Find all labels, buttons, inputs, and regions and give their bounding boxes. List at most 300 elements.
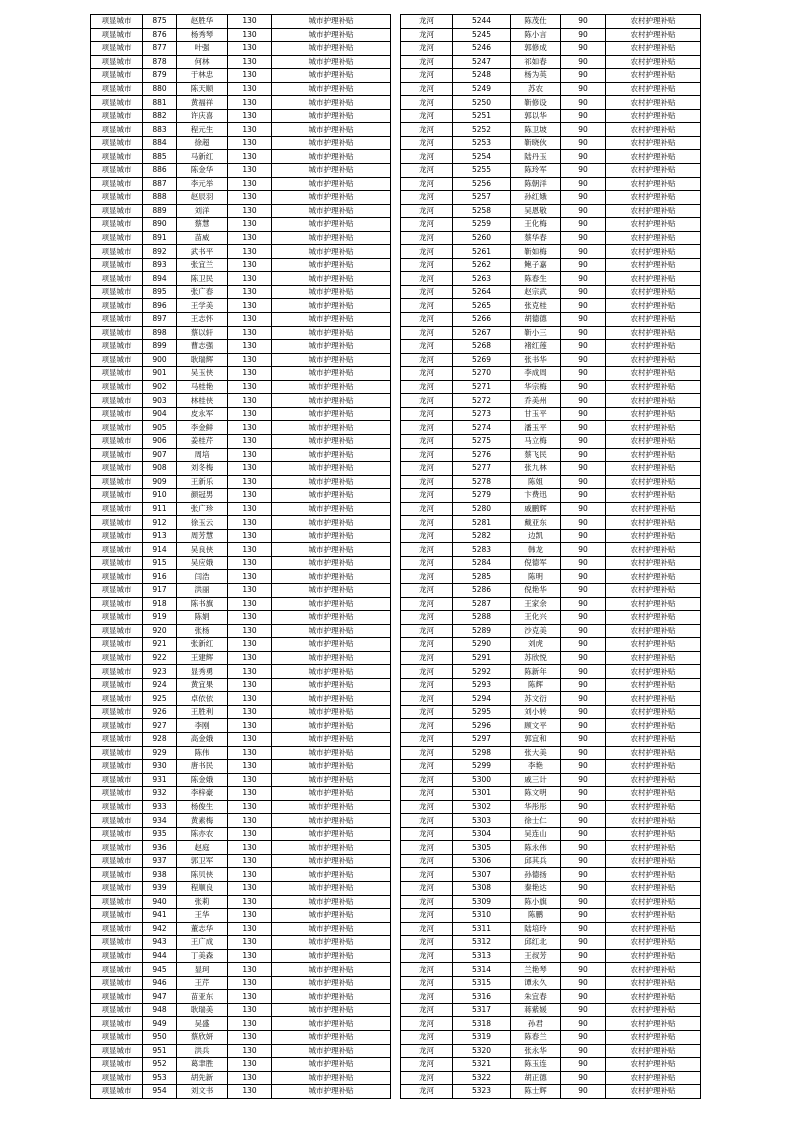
name-cell: 兰艳琴: [511, 963, 561, 977]
region-cell: 项显城市: [91, 150, 143, 164]
id-cell: 949: [143, 1017, 177, 1031]
region-cell: 项显城市: [91, 177, 143, 191]
amount-cell: 130: [228, 82, 272, 96]
subsidy-type-cell: 城市护理补贴: [272, 421, 391, 435]
table-row: [91, 1017, 391, 1031]
name-cell: 杨为英: [511, 69, 561, 83]
amount-cell: 130: [228, 245, 272, 259]
table-row: [401, 963, 701, 977]
id-cell: 927: [143, 719, 177, 733]
id-cell: 5307: [453, 868, 511, 882]
subsidy-type-cell: 农村护理补贴: [606, 516, 701, 530]
name-cell: 华宗梅: [511, 380, 561, 394]
name-cell: 倪艳华: [511, 583, 561, 597]
amount-cell: 130: [228, 55, 272, 69]
name-cell: 陈玲军: [511, 164, 561, 178]
region-cell: 项显城市: [91, 597, 143, 611]
table-row: [401, 340, 701, 354]
region-cell: 龙河: [401, 936, 453, 950]
subsidy-type-cell: 农村护理补贴: [606, 665, 701, 679]
id-cell: 5258: [453, 204, 511, 218]
subsidy-type-cell: 农村护理补贴: [606, 692, 701, 706]
id-cell: 5316: [453, 990, 511, 1004]
subsidy-type-cell: 城市护理补贴: [272, 394, 391, 408]
subsidy-type-cell: 城市护理补贴: [272, 705, 391, 719]
region-cell: 项显城市: [91, 96, 143, 110]
subsidy-type-cell: 城市护理补贴: [272, 150, 391, 164]
amount-cell: 90: [561, 719, 606, 733]
region-cell: 龙河: [401, 231, 453, 245]
table-row: [401, 502, 701, 516]
table-row: [91, 529, 391, 543]
amount-cell: 90: [561, 204, 606, 218]
id-cell: 934: [143, 814, 177, 828]
region-cell: 龙河: [401, 868, 453, 882]
region-cell: 项显城市: [91, 123, 143, 137]
name-cell: 蔡华春: [511, 231, 561, 245]
subsidy-type-cell: 农村护理补贴: [606, 353, 701, 367]
table-row: [91, 611, 391, 625]
name-cell: 张九林: [511, 462, 561, 476]
region-cell: 龙河: [401, 1071, 453, 1085]
amount-cell: 90: [561, 475, 606, 489]
id-cell: 910: [143, 489, 177, 503]
id-cell: 5279: [453, 489, 511, 503]
table-row: [401, 15, 701, 29]
region-cell: 项显城市: [91, 489, 143, 503]
id-cell: 942: [143, 922, 177, 936]
subsidy-type-cell: 城市护理补贴: [272, 543, 391, 557]
subsidy-type-cell: 农村护理补贴: [606, 543, 701, 557]
name-cell: 王学美: [177, 299, 228, 313]
subsidy-type-cell: 城市护理补贴: [272, 1044, 391, 1058]
id-cell: 899: [143, 340, 177, 354]
region-cell: 项显城市: [91, 543, 143, 557]
region-cell: 项显城市: [91, 367, 143, 381]
subsidy-type-cell: 城市护理补贴: [272, 746, 391, 760]
amount-cell: 130: [228, 678, 272, 692]
id-cell: 946: [143, 976, 177, 990]
id-cell: 5295: [453, 705, 511, 719]
region-cell: 龙河: [401, 773, 453, 787]
region-cell: 项显城市: [91, 82, 143, 96]
table-row: [401, 204, 701, 218]
subsidy-type-cell: 农村护理补贴: [606, 597, 701, 611]
name-cell: 郭以华: [511, 109, 561, 123]
amount-cell: 90: [561, 326, 606, 340]
name-cell: 祁如春: [511, 55, 561, 69]
id-cell: 894: [143, 272, 177, 286]
name-cell: 靳小三: [511, 326, 561, 340]
amount-cell: 90: [561, 976, 606, 990]
id-cell: 5274: [453, 421, 511, 435]
table-row: [401, 1031, 701, 1045]
amount-cell: 130: [228, 313, 272, 327]
amount-cell: 130: [228, 556, 272, 570]
amount-cell: 130: [228, 651, 272, 665]
subsidy-type-cell: 农村护理补贴: [606, 624, 701, 638]
subsidy-type-cell: 城市护理补贴: [272, 936, 391, 950]
subsidy-type-cell: 农村护理补贴: [606, 434, 701, 448]
id-cell: 889: [143, 204, 177, 218]
id-cell: 5262: [453, 258, 511, 272]
amount-cell: 90: [561, 28, 606, 42]
name-cell: 蔡欣妍: [177, 1031, 228, 1045]
amount-cell: 130: [228, 854, 272, 868]
id-cell: 895: [143, 285, 177, 299]
name-cell: 徐玉云: [177, 516, 228, 530]
table-row: [91, 787, 391, 801]
id-cell: 938: [143, 868, 177, 882]
name-cell: 王新乐: [177, 475, 228, 489]
name-cell: 顾文平: [511, 719, 561, 733]
name-cell: 张大美: [511, 746, 561, 760]
amount-cell: 90: [561, 164, 606, 178]
amount-cell: 130: [228, 1058, 272, 1072]
subsidy-type-cell: 农村护理补贴: [606, 313, 701, 327]
table-row: [91, 746, 391, 760]
name-cell: 陈小言: [511, 28, 561, 42]
id-cell: 5310: [453, 909, 511, 923]
table-row: [91, 570, 391, 584]
subsidy-type-cell: 农村护理补贴: [606, 787, 701, 801]
region-cell: 龙河: [401, 895, 453, 909]
amount-cell: 90: [561, 854, 606, 868]
subsidy-type-cell: 农村护理补贴: [606, 1044, 701, 1058]
id-cell: 5281: [453, 516, 511, 530]
subsidy-type-cell: 城市护理补贴: [272, 976, 391, 990]
table-row: [91, 245, 391, 259]
amount-cell: 90: [561, 732, 606, 746]
name-cell: 高金娥: [177, 732, 228, 746]
subsidy-type-cell: 农村护理补贴: [606, 231, 701, 245]
table-row: [91, 299, 391, 313]
subsidy-type-cell: 城市护理补贴: [272, 15, 391, 29]
amount-cell: 90: [561, 136, 606, 150]
name-cell: 陈春兰: [511, 1031, 561, 1045]
subsidy-type-cell: 农村护理补贴: [606, 177, 701, 191]
amount-cell: 90: [561, 272, 606, 286]
subsidy-type-cell: 农村护理补贴: [606, 1017, 701, 1031]
region-cell: 项显城市: [91, 990, 143, 1004]
region-cell: 龙河: [401, 976, 453, 990]
id-cell: 913: [143, 529, 177, 543]
id-cell: 954: [143, 1085, 177, 1099]
id-cell: 878: [143, 55, 177, 69]
table-row: [91, 191, 391, 205]
subsidy-type-cell: 城市护理补贴: [272, 800, 391, 814]
name-cell: 程顺良: [177, 882, 228, 896]
table-row: [401, 800, 701, 814]
table-row: [401, 231, 701, 245]
name-cell: 韩龙: [511, 543, 561, 557]
subsidy-type-cell: 农村护理补贴: [606, 123, 701, 137]
id-cell: 939: [143, 882, 177, 896]
amount-cell: 130: [228, 299, 272, 313]
table-row: [401, 191, 701, 205]
table-row: [91, 285, 391, 299]
amount-cell: 130: [228, 976, 272, 990]
id-cell: 5294: [453, 692, 511, 706]
region-cell: 龙河: [401, 15, 453, 29]
region-cell: 龙河: [401, 69, 453, 83]
table-row: [401, 895, 701, 909]
id-cell: 916: [143, 570, 177, 584]
amount-cell: 90: [561, 827, 606, 841]
subsidy-type-cell: 农村护理补贴: [606, 96, 701, 110]
amount-cell: 130: [228, 760, 272, 774]
name-cell: 谭永久: [511, 976, 561, 990]
subsidy-type-cell: 城市护理补贴: [272, 963, 391, 977]
name-cell: 邱红北: [511, 936, 561, 950]
region-cell: 龙河: [401, 421, 453, 435]
name-cell: 显珂: [177, 963, 228, 977]
subsidy-type-cell: 农村护理补贴: [606, 922, 701, 936]
region-cell: 项显城市: [91, 231, 143, 245]
table-row: [91, 380, 391, 394]
id-cell: 5250: [453, 96, 511, 110]
table-row: [401, 272, 701, 286]
region-cell: 龙河: [401, 909, 453, 923]
table-row: [91, 42, 391, 56]
amount-cell: 90: [561, 313, 606, 327]
region-cell: 项显城市: [91, 800, 143, 814]
name-cell: 刘洋: [177, 204, 228, 218]
table-row: [91, 15, 391, 29]
region-cell: 项显城市: [91, 651, 143, 665]
id-cell: 940: [143, 895, 177, 909]
subsidy-type-cell: 城市护理补贴: [272, 949, 391, 963]
amount-cell: 130: [228, 285, 272, 299]
amount-cell: 130: [228, 1003, 272, 1017]
name-cell: 陆丹玉: [511, 150, 561, 164]
region-cell: 项显城市: [91, 583, 143, 597]
amount-cell: 130: [228, 665, 272, 679]
name-cell: 褚红莲: [511, 340, 561, 354]
id-cell: 5280: [453, 502, 511, 516]
id-cell: 5305: [453, 841, 511, 855]
name-cell: 乔美州: [511, 394, 561, 408]
region-cell: 龙河: [401, 394, 453, 408]
table-row: [401, 475, 701, 489]
region-cell: 项显城市: [91, 895, 143, 909]
id-cell: 5249: [453, 82, 511, 96]
subsidy-type-cell: 城市护理补贴: [272, 827, 391, 841]
amount-cell: 90: [561, 651, 606, 665]
name-cell: 张宜兰: [177, 258, 228, 272]
table-row: [91, 963, 391, 977]
region-cell: 项显城市: [91, 434, 143, 448]
subsidy-type-cell: 城市护理补贴: [272, 502, 391, 516]
name-cell: 张新红: [177, 638, 228, 652]
table-row: [401, 164, 701, 178]
table-row: [401, 1044, 701, 1058]
region-cell: 龙河: [401, 448, 453, 462]
region-cell: 龙河: [401, 218, 453, 232]
amount-cell: 90: [561, 705, 606, 719]
name-cell: 胡先新: [177, 1071, 228, 1085]
region-cell: 龙河: [401, 583, 453, 597]
subsidy-type-cell: 农村护理补贴: [606, 204, 701, 218]
region-cell: 龙河: [401, 882, 453, 896]
table-row: [401, 326, 701, 340]
subsidy-type-cell: 城市护理补贴: [272, 299, 391, 313]
id-cell: 5278: [453, 475, 511, 489]
region-cell: 项显城市: [91, 1031, 143, 1045]
table-row: [401, 489, 701, 503]
right-table-body: [401, 15, 701, 1099]
amount-cell: 130: [228, 624, 272, 638]
table-row: [401, 313, 701, 327]
name-cell: 刘文书: [177, 1085, 228, 1099]
name-cell: 陈玉连: [511, 1058, 561, 1072]
amount-cell: 130: [228, 231, 272, 245]
subsidy-type-cell: 城市护理补贴: [272, 773, 391, 787]
name-cell: 李金鲜: [177, 421, 228, 435]
region-cell: 项显城市: [91, 218, 143, 232]
amount-cell: 90: [561, 1058, 606, 1072]
id-cell: 5303: [453, 814, 511, 828]
table-row: [91, 164, 391, 178]
subsidy-type-cell: 农村护理补贴: [606, 1058, 701, 1072]
name-cell: 赵胜华: [177, 15, 228, 29]
name-cell: 倪德军: [511, 556, 561, 570]
id-cell: 898: [143, 326, 177, 340]
name-cell: 姜桂芹: [177, 434, 228, 448]
table-row: [91, 543, 391, 557]
name-cell: 杨秀琴: [177, 28, 228, 42]
amount-cell: 90: [561, 150, 606, 164]
subsidy-type-cell: 农村护理补贴: [606, 55, 701, 69]
name-cell: 王化兴: [511, 611, 561, 625]
id-cell: 897: [143, 313, 177, 327]
region-cell: 项显城市: [91, 313, 143, 327]
name-cell: 唐书民: [177, 760, 228, 774]
table-row: [91, 204, 391, 218]
table-row: [401, 611, 701, 625]
region-cell: 龙河: [401, 164, 453, 178]
id-cell: 904: [143, 407, 177, 421]
id-cell: 885: [143, 150, 177, 164]
subsidy-type-cell: 农村护理补贴: [606, 556, 701, 570]
subsidy-type-cell: 农村护理补贴: [606, 854, 701, 868]
name-cell: 靳修设: [511, 96, 561, 110]
amount-cell: 90: [561, 678, 606, 692]
region-cell: 龙河: [401, 353, 453, 367]
region-cell: 龙河: [401, 367, 453, 381]
subsidy-type-cell: 农村护理补贴: [606, 191, 701, 205]
name-cell: 陈姐: [511, 475, 561, 489]
subsidy-type-cell: 城市护理补贴: [272, 516, 391, 530]
table-row: [91, 136, 391, 150]
subsidy-type-cell: 农村护理补贴: [606, 218, 701, 232]
name-cell: 王芹: [177, 976, 228, 990]
name-cell: 吴良侠: [177, 543, 228, 557]
name-cell: 黄宜果: [177, 678, 228, 692]
region-cell: 龙河: [401, 665, 453, 679]
region-cell: 项显城市: [91, 963, 143, 977]
id-cell: 5304: [453, 827, 511, 841]
id-cell: 908: [143, 462, 177, 476]
id-cell: 911: [143, 502, 177, 516]
id-cell: 5296: [453, 719, 511, 733]
region-cell: 龙河: [401, 800, 453, 814]
table-row: [91, 624, 391, 638]
id-cell: 5314: [453, 963, 511, 977]
region-cell: 龙河: [401, 990, 453, 1004]
region-cell: 龙河: [401, 28, 453, 42]
amount-cell: 130: [228, 990, 272, 1004]
table-row: [401, 82, 701, 96]
region-cell: 龙河: [401, 123, 453, 137]
amount-cell: 90: [561, 773, 606, 787]
table-row: [401, 1071, 701, 1085]
region-cell: 龙河: [401, 1085, 453, 1099]
amount-cell: 130: [228, 502, 272, 516]
id-cell: 5306: [453, 854, 511, 868]
region-cell: 项显城市: [91, 570, 143, 584]
table-row: [91, 597, 391, 611]
table-row: [91, 814, 391, 828]
name-cell: 耿瑞美: [177, 1003, 228, 1017]
name-cell: 葛聿胜: [177, 1058, 228, 1072]
amount-cell: 90: [561, 55, 606, 69]
name-cell: 蒋紫媛: [511, 1003, 561, 1017]
amount-cell: 90: [561, 841, 606, 855]
subsidy-type-cell: 城市护理补贴: [272, 719, 391, 733]
table-row: [91, 638, 391, 652]
name-cell: 戴亚东: [511, 516, 561, 530]
amount-cell: 90: [561, 787, 606, 801]
subsidy-type-cell: 城市护理补贴: [272, 665, 391, 679]
subsidy-type-cell: 城市护理补贴: [272, 529, 391, 543]
amount-cell: 90: [561, 597, 606, 611]
table-row: [91, 69, 391, 83]
amount-cell: 130: [228, 543, 272, 557]
subsidy-type-cell: 农村护理补贴: [606, 719, 701, 733]
region-cell: 龙河: [401, 1058, 453, 1072]
amount-cell: 130: [228, 177, 272, 191]
subsidy-type-cell: 农村护理补贴: [606, 760, 701, 774]
name-cell: 李刚: [177, 719, 228, 733]
amount-cell: 90: [561, 380, 606, 394]
amount-cell: 130: [228, 787, 272, 801]
table-row: [401, 258, 701, 272]
id-cell: 922: [143, 651, 177, 665]
subsidy-type-cell: 城市护理补贴: [272, 638, 391, 652]
name-cell: 颜冠男: [177, 489, 228, 503]
id-cell: 5287: [453, 597, 511, 611]
amount-cell: 130: [228, 841, 272, 855]
name-cell: 陈卫坡: [511, 123, 561, 137]
table-row: [401, 1085, 701, 1099]
name-cell: 周培: [177, 448, 228, 462]
table-row: [401, 123, 701, 137]
name-cell: 耿瑞辉: [177, 353, 228, 367]
table-row: [91, 109, 391, 123]
subsidy-type-cell: 城市护理补贴: [272, 313, 391, 327]
amount-cell: 90: [561, 258, 606, 272]
name-cell: 王化梅: [511, 218, 561, 232]
name-cell: 靳晓伙: [511, 136, 561, 150]
subsidy-type-cell: 城市护理补贴: [272, 692, 391, 706]
table-row: [91, 272, 391, 286]
subsidy-type-cell: 农村护理补贴: [606, 841, 701, 855]
id-cell: 915: [143, 556, 177, 570]
region-cell: 龙河: [401, 570, 453, 584]
id-cell: 5259: [453, 218, 511, 232]
id-cell: 5320: [453, 1044, 511, 1058]
